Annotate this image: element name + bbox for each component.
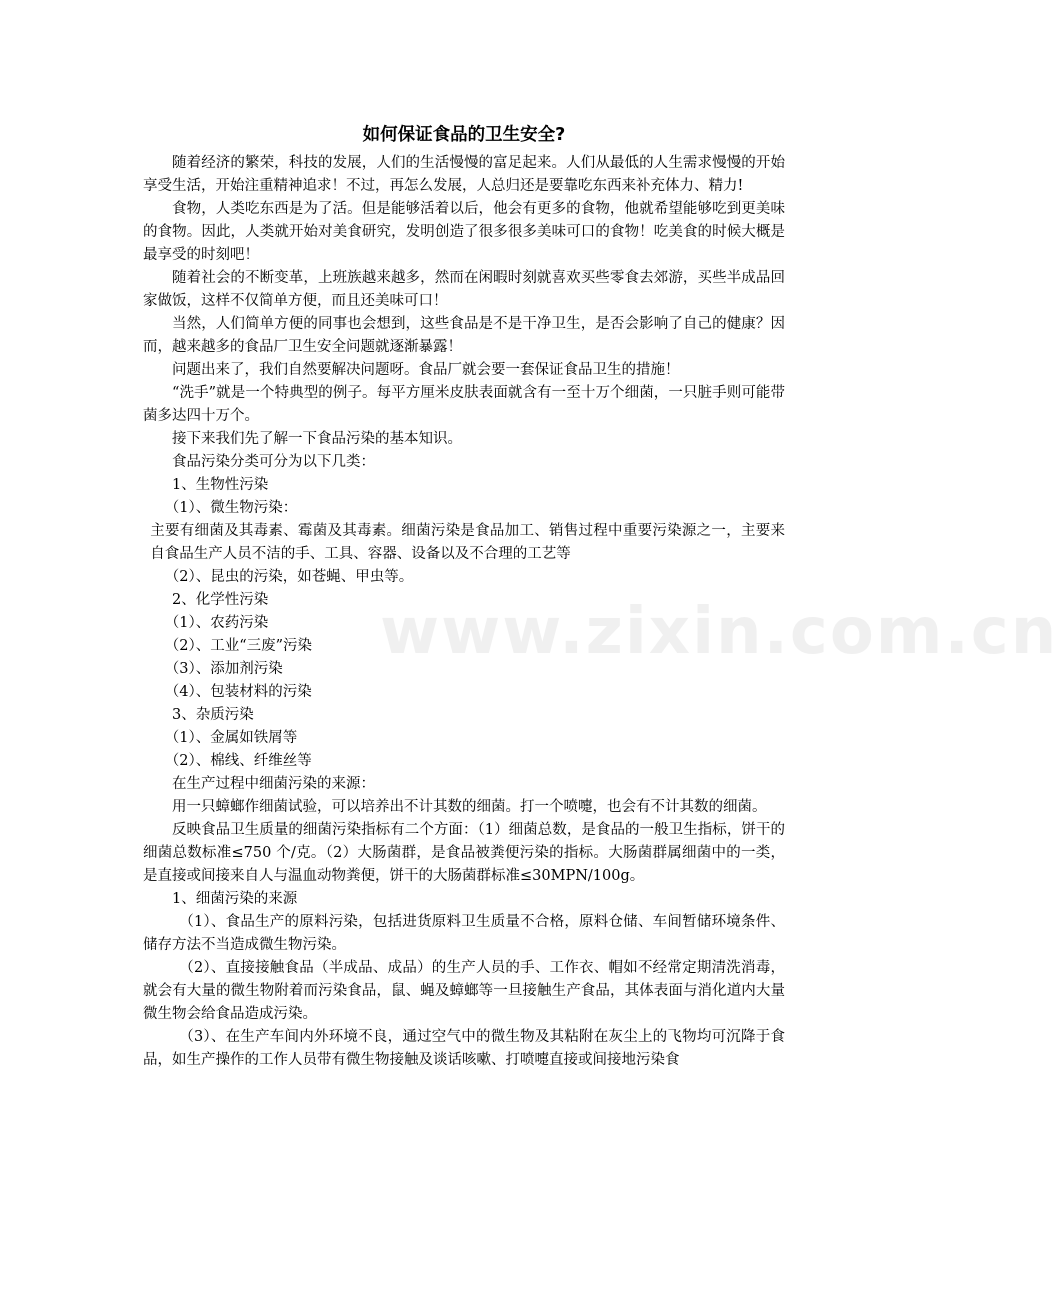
heading-impurity: 3、杂质污染 [172,707,254,723]
list-item-pesticide: （1）、农药污染 [164,615,269,631]
list-item-insects: （2）、昆虫的污染，如苍蝇、甲虫等。 [164,569,414,585]
list-item-fiber: （2）、棉线、纤维丝等 [164,753,312,769]
paragraph-1: 随着经济的繁荣，科技的发展，人们的生活慢慢的富足起来。人们从最低的人生需求慢慢的开始享受生活，开始注重精神追求！不过，再怎么发展，人总归还是要靠吃东西来补充体力、精力! [143,155,785,194]
heading-chemical: 2、化学性污染 [172,592,269,608]
paragraph-microbial: 主要有细菌及其毒素、霉菌及其毒素。细菌污染是食品加工、销售过程中重要污染源之一，主要来自食品生产人员不洁的手、工具、容器、设备以及不合理的工艺等 [150,523,785,562]
paragraph-7: 接下来我们先了解一下食品污染的基本知识。 [172,431,462,447]
heading-bacteria-sources: 1、细菌污染的来源 [172,891,298,907]
list-item-additive: （3）、添加剂污染 [164,661,283,677]
paragraph-2: 食物，人类吃东西是为了活。但是能够活着以后，他会有更多的食物，他就希望能够吃到更美味的食物。因此，人类就开始对美食研究，发明创造了很多很多美味可口的食物！吃美食的时候大概是最享受的时刻吧！ [143,201,785,263]
list-item-industrial: （2）、工业“三废”污染 [164,638,313,654]
subheading-microbial: （1）、微生物污染： [164,500,298,516]
paragraph-4: 当然，人们简单方便的同事也会想到，这些食品是不是干净卫生，是否会影响了自己的健康？因而，越来越多的食品厂卫生安全问题就逐渐暴露！ [143,316,785,355]
paragraph-3: 随着社会的不断变革，上班族越来越多，然而在闲暇时刻就喜欢买些零食去郊游，买些半成品回家做饭，这样不仅简单方便，而且还美味可口！ [143,270,785,309]
paragraph-sources-intro: 在生产过程中细菌污染的来源： [172,776,375,792]
paragraph-source-1: （1）、食品生产的原料污染，包括进货原料卫生质量不合格，原料仓储、车间暂储环境条件、储存方法不当造成微生物污染。 [143,914,785,953]
paragraph-cockroach: 用一只蟑螂作细菌试验，可以培养出不计其数的细菌。打一个喷嚏，也会有不计其数的细菌。 [172,799,767,815]
list-item-metal: （1）、金属如铁屑等 [164,730,298,746]
document-body [143,120,785,1072]
paragraph-indicators: 反映食品卫生质量的细菌污染指标有二个方面：（1）细菌总数，是食品的一般卫生指标，饼干的细菌总数标准≤750 个/克。（2）大肠菌群，是食品被粪便污染的指标。大肠菌群属细菌中的一类，是直接或间接来自人与温血动物粪便，饼干的大肠菌群标准≤30MPN/100g。 [143,822,785,884]
paragraph-5: 问题出来了，我们自然要解决问题呀。食品厂就会要一套保证食品卫生的措施！ [172,362,680,378]
watermark: www.zixin.com.cn [380,595,1058,669]
paragraph-6: “洗手”就是一个特典型的例子。每平方厘米皮肤表面就含有一至十万个细菌，一只脏手则可能带菌多达四十万个。 [143,385,785,424]
paragraph-source-3: （3）、在生产车间内外环境不良，通过空气中的微生物及其粘附在灰尘上的飞物均可沉降于食品，如生产操作的工作人员带有微生物接触及谈话咳嗽、打喷嚏直接或间接地污染食 [143,1029,785,1068]
list-item-packaging: （4）、包装材料的污染 [164,684,312,700]
document-title: 如何保证食品的卫生安全? [362,125,566,145]
paragraph-source-2: （2）、直接接触食品（半成品、成品）的生产人员的手、工作衣、帽如不经常定期清洗消毒，就会有大量的微生物附着而污染食品，鼠、蝇及蟑螂等一旦接触生产食品，其体表面与消化道内大量微生物会给食品造成污染。 [143,960,785,1022]
heading-biological: 1、生物性污染 [172,477,269,493]
paragraph-8: 食品污染分类可分为以下几类： [172,454,375,470]
